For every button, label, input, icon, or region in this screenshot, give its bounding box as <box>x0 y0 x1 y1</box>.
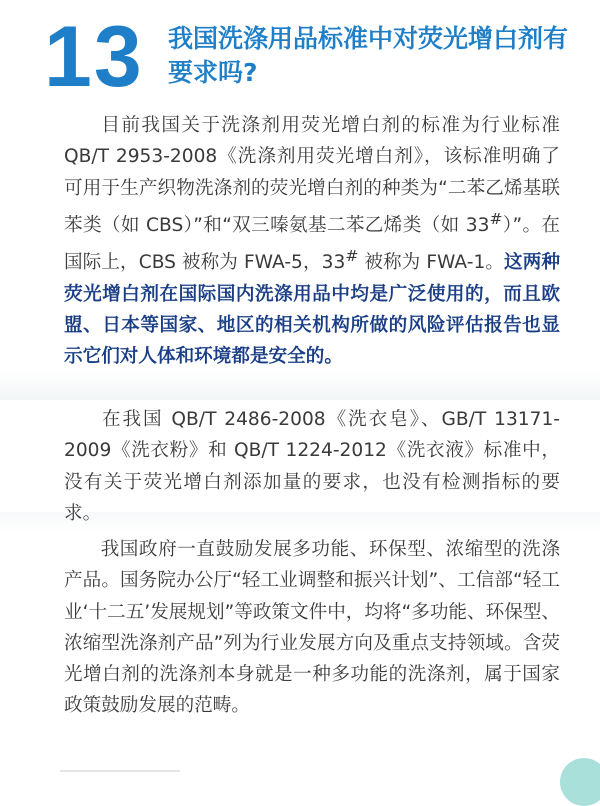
superscript-mark: # <box>345 247 359 266</box>
section-header <box>0 0 600 105</box>
paragraph-text: 被称为 FWA-1。 <box>358 252 505 274</box>
paragraph-text: 目前我国关于洗涤剂用荧光增白剂的标准为行业标准 QB/T 2953-2008《洗涤剂用荧光增白剂》，该标准明确了可用于生产织物洗涤剂的荧光增白剂的种类为“二苯乙烯基联苯类（如 CBS）”和“双三嗪氨基二苯乙烯类（如 33 <box>64 115 560 237</box>
paragraph-standards <box>64 110 560 373</box>
paragraph-text: ）”。在国际上，CBS 被称为 FWA-5，33 <box>64 215 560 274</box>
paragraph-text: 在我国 QB/T 2486-2008《洗衣皂》、GB/T 13171-2009《洗衣粉》和 QB/T 1224-2012《洗衣液》标准中，没有关于荧光增白剂添加量的要求，也没有检测指标的要求。 <box>64 409 560 524</box>
section-number: 13 <box>44 9 144 105</box>
superscript-mark: # <box>489 209 503 228</box>
paragraph-policy <box>64 534 560 722</box>
decorative-circle <box>560 758 600 806</box>
paragraph-product-standards <box>64 404 560 529</box>
highlight-text: 这两种荧光增白剂在国际国内洗涤用品中均是广泛使用的，而且欧盟、日本等国家、地区的相关机构所做的风险评估报告也显示它们对人体和环境都是安全的。 <box>64 252 561 368</box>
footer-line <box>60 770 180 772</box>
divider-band <box>0 370 600 400</box>
paragraph-text: 我国政府一直鼓励发展多功能、环保型、浓缩型的洗涤产品。国务院办公厅“轻工业调整和振兴计划”、工信部“轻工业‘十二五’发展规划”等政策文件中，均将“多功能、环保型、浓缩型洗涤剂产品”列为行业发展方向及重点支持领域。含荧光增白剂的洗涤剂本身就是一种多功能的洗涤剂，属于国家政策鼓励发展的范畴。 <box>64 539 560 717</box>
section-title: 我国洗涤用品标准中对荧光增白剂有要求吗? <box>168 24 569 87</box>
